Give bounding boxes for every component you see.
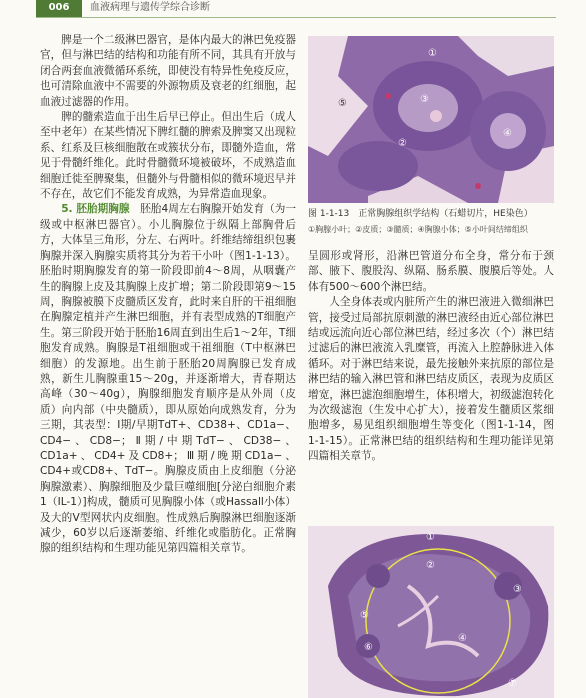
figure-label: ④ xyxy=(458,633,467,644)
figure-label: ② xyxy=(398,138,407,149)
paragraph: 呈圆形或肾形，沿淋巴管道分布全身，常分布于颈部、腋下、腹股沟、纵隔、肠系膜、腹膜后等处。人体有500～600个淋巴结。 xyxy=(308,250,554,293)
figure-label: ① xyxy=(426,532,435,543)
lymph-node-micrograph xyxy=(308,526,554,698)
page-header xyxy=(0,0,586,17)
figure-label: ② xyxy=(426,560,435,571)
figure-label: ⑤ xyxy=(338,98,347,109)
paragraph: 人全身体表或内脏所产生的淋巴液进入微细淋巴管，接受过局部抗原刺激的淋巴液经由近心部位淋巴结或远流向近心部位淋巴结，经过多次（个）淋巴结过滤后的淋巴液流入乳糜管，再流入上腔静脉进入体循环。对于淋巴结来说，最先接触外来抗原的部位是淋巴结的输入淋巴管和淋巴结皮质区，表现为皮质区增宽，淋巴滤泡细胞增生，体积增大，初级滤泡转化为次级滤泡（生发中心扩大），接着发生髓质区浆细胞增多，易见组织细胞增生等变化（图1-1-14，图1-1-15）。正常淋巴结的组织结构和生理功能详见第四篇相关章节。 xyxy=(308,296,554,463)
paragraph xyxy=(40,202,296,556)
running-title: 血液病理与遗传学综合诊断 xyxy=(90,2,210,13)
figure-label: ⑥ xyxy=(364,642,373,653)
figure-label: ⑤ xyxy=(360,610,369,621)
header-rule xyxy=(36,17,556,18)
figure-label: ⑦ xyxy=(508,678,517,689)
thymus-histology-image xyxy=(308,36,554,203)
figure-caption: 图 1-1-13 正常胸腺组织学结构（石蜡切片，HE染色） xyxy=(308,209,533,219)
figure-label: ③ xyxy=(420,94,429,105)
paragraph: 脾的髓索造血于出生后早已停止。但出生后（成人至中老年）在某些情况下脾红髓的脾索及脾窦又出现粒系、红系及巨核细胞散在或簇状分布，即髓外造血，常见于骨髓纤维化。此时骨髓微环境被破坏，不成熟造血细胞迁徙至脾聚集，但髓外与骨髓相似的微环境迟早并不存在，故它们不能发育成熟，为异常造血现象。 xyxy=(40,111,296,201)
paragraph: 脾是一个二级淋巴器官，是体内最大的淋巴免疫器官，但与淋巴结的结构和功能有所不同，其具有开放与闭合两套血液微循环系统，即使没有特异性免疫反应，也可清除血液中不需要的外源物质及衰老的红细胞，起血液过滤器的作用。 xyxy=(40,34,296,108)
figure-label: ④ xyxy=(503,128,512,139)
figure-label: ① xyxy=(428,48,437,59)
figure-legend: ①胸腺小叶；②皮质；③髓质；④胸腺小体；⑤小叶间结缔组织 xyxy=(308,225,528,234)
left-column xyxy=(40,33,296,557)
right-column xyxy=(308,249,554,465)
paragraph-text: 胚胎4周左右胸腺开始发育（为一级或中枢淋巴器官）。小儿胸腺位于纵隔上部胸骨后方，大体呈三角形，分左、右两叶。纤维结缔组织包裹胸腺并深入胸腺实质将其分为若干小叶（图1-1-13）。胚胎时期胸腺发育的第一阶段即前4～8周，从咽囊产生的胸腺上皮及其胸腺上皮扩增；第二阶段即第9～15周，胸腺被膜下皮髓质区发育，此时来自肝的干祖细胞在胸腺定植并产生淋巴细胞，并有表型成熟的T细胞产生。第三阶段开始于胚胎16周直到出生后1～2年，T细胞发育成熟。胸腺是T祖细胞或干祖细胞（T中枢淋巴细胞）的发源地。出生前于胚胎20周胸腺已发育成熟，新生儿胸腺重15～20g，并逐渐增大，青春期达高峰（30～40g），胸腺细胞发育顺序是从外周（皮质）向内部（中央髓质），即从原始向成熟发育，分为三期，其表型：Ⅰ期/早期TdT+、CD38+、CD1a−、CD4−、CD8−；Ⅱ期/中期TdT−、CD38−、CD1a+、CD4+及CD8+；Ⅲ期/晚期CD1a−、CD4+或CD8+、TdT−。胸腺皮质由上皮细胞（分泌胸腺激素）、胸腺细胞及少量巨噬细胞[分泌白细胞介素1（IL-1）]构成，髓质可见胸腺小体（或Hassall小体）及大的V型网状内皮细胞。性成熟后胸腺淋巴细胞逐渐减少，60岁以后逐渐萎缩、纤维化或脂肪化。正常胸腺的组织结构和生理功能见第四篇相关章节。 xyxy=(40,203,296,555)
section-heading: 5. 胚胎期胸腺 xyxy=(61,203,130,216)
page-number: 006 xyxy=(36,0,82,17)
figure-label: ③ xyxy=(513,584,522,595)
thymus-micrograph xyxy=(308,36,554,203)
lymph-node-histology-image xyxy=(308,526,554,698)
